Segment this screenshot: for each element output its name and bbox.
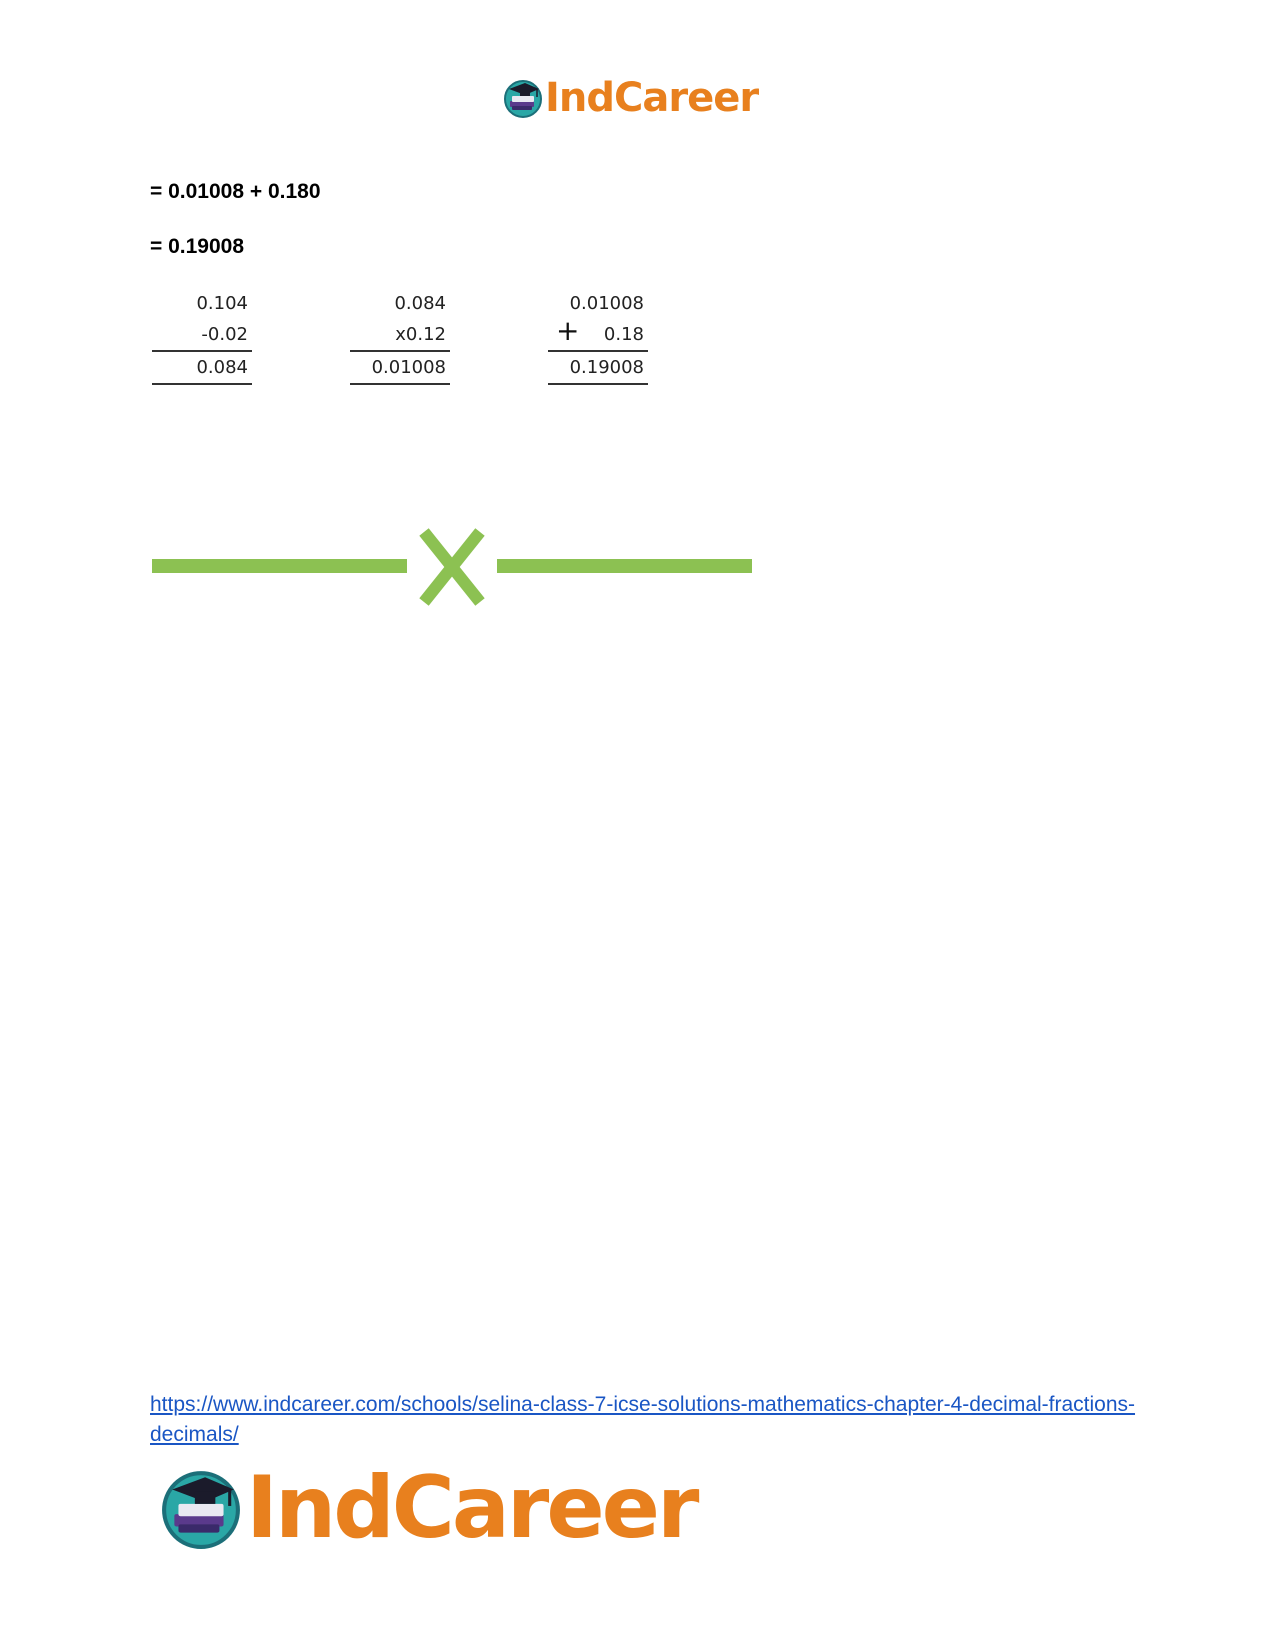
brand-name: IndCareer	[246, 1458, 697, 1558]
calc-result: 0.084	[152, 352, 252, 385]
calc-operand: 0.18	[603, 324, 644, 345]
plus-sign: +	[556, 314, 580, 347]
calc-top-value: 0.104	[196, 293, 248, 314]
calc-top-value: 0.084	[394, 293, 446, 314]
graduation-books-icon	[160, 1467, 242, 1549]
source-url-link[interactable]: https://www.indcareer.com/schools/selina-class-7-icse-solutions-mathematics-chapter-4-decimal-fractions-decimals/	[150, 1393, 1136, 1446]
calc-result: 0.19008	[548, 352, 648, 385]
addition-working	[548, 288, 648, 385]
calc-operand: -0.02	[152, 319, 252, 352]
cross-icon	[424, 532, 480, 602]
section-divider	[152, 528, 752, 608]
solution-line-1: = 0.01008 + 0.180	[150, 180, 321, 203]
calc-operand-row	[548, 314, 648, 352]
subtraction-working	[152, 288, 252, 385]
calc-top-value: 0.01008	[569, 293, 644, 314]
header-logo	[503, 75, 759, 121]
solution-line-2: = 0.19008	[150, 235, 245, 258]
multiplication-working	[350, 288, 450, 385]
calc-operand: x0.12	[350, 319, 450, 352]
footer-logo	[160, 1458, 697, 1558]
calc-result: 0.01008	[350, 352, 450, 385]
graduation-books-icon	[503, 78, 543, 118]
brand-name: IndCareer	[545, 75, 759, 121]
